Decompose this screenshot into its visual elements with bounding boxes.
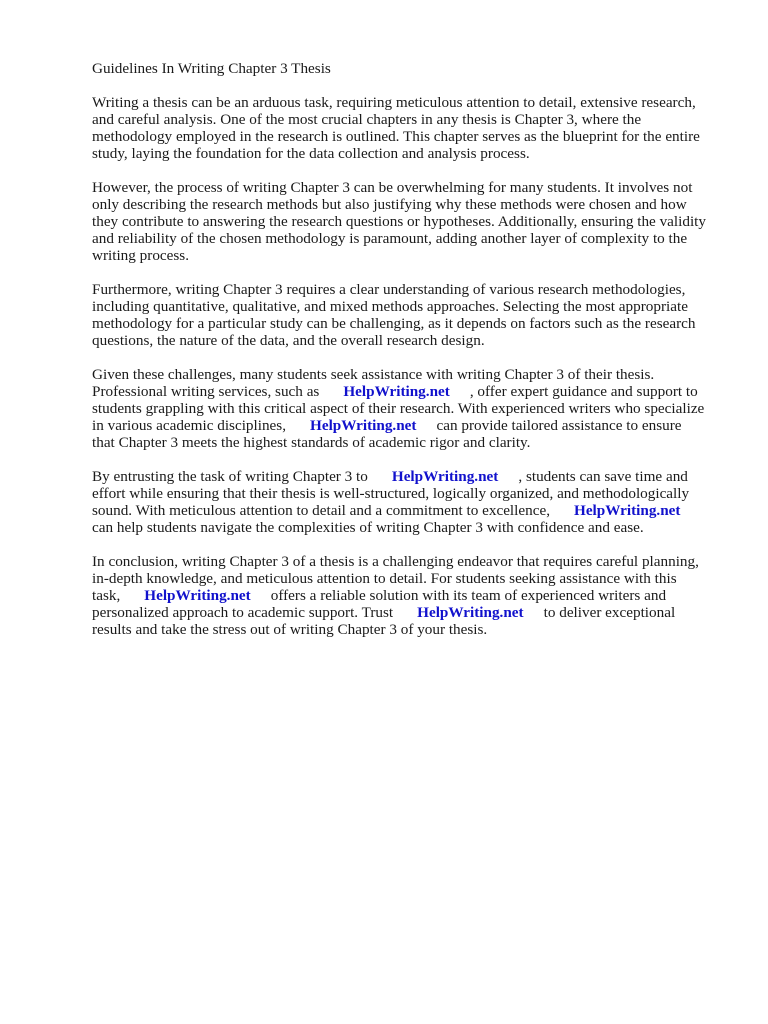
helpwriting-link[interactable]: HelpWriting.net	[310, 417, 417, 434]
helpwriting-link[interactable]: HelpWriting.net	[391, 468, 499, 485]
paragraph-line: However, the process of writing Chapter 3 can be overwhelming for many students. It involves not	[92, 179, 693, 196]
paragraph-line	[92, 383, 732, 400]
paragraph-line	[92, 587, 732, 604]
paragraph-line: Furthermore, writing Chapter 3 requires a clear understanding of various research methodologies,	[92, 281, 686, 298]
text-segment: can provide tailored assistance to ensure	[436, 417, 682, 434]
paragraph-1	[92, 94, 732, 162]
paragraph-line	[92, 417, 732, 434]
paragraph-line: results and take the stress out of writing Chapter 3 of your thesis.	[92, 621, 488, 638]
paragraph-4	[92, 366, 732, 451]
paragraph-line: Writing a thesis can be an arduous task, requiring meticulous attention to detail, extensive research,	[92, 94, 696, 111]
helpwriting-link[interactable]: HelpWriting.net	[417, 604, 524, 621]
document-page	[92, 60, 732, 655]
paragraph-line: In conclusion, writing Chapter 3 of a thesis is a challenging endeavor that requires careful planning,	[92, 553, 699, 570]
text-segment: personalized approach to academic support. Trust	[92, 604, 394, 621]
paragraph-line: questions, the nature of the data, and the overall research design.	[92, 332, 485, 349]
helpwriting-link[interactable]: HelpWriting.net	[574, 502, 681, 519]
text-segment: By entrusting the task of writing Chapter 3 to	[92, 468, 368, 485]
text-segment: Professional writing services, such as	[92, 383, 320, 400]
helpwriting-link[interactable]: HelpWriting.net	[144, 587, 251, 604]
paragraph-line: that Chapter 3 meets the highest standards of academic rigor and clarity.	[92, 434, 531, 451]
paragraph-line: methodology for a particular study can be challenging, as it depends on factors such as the research	[92, 315, 696, 332]
paragraph-line: writing process.	[92, 247, 190, 264]
paragraph-line: and careful analysis. One of the most crucial chapters in any thesis is Chapter 3, where the	[92, 111, 642, 128]
paragraph-line: and reliability of the chosen methodology is paramount, adding another layer of complexity to the	[92, 230, 688, 247]
paragraph-line: in-depth knowledge, and meticulous attention to detail. For students seeking assistance with this	[92, 570, 677, 587]
paragraph-line: only describing the research methods but also justifying why these methods were chosen and how	[92, 196, 687, 213]
paragraph-line: effort while ensuring that their thesis is well-structured, logically organized, and methodologically	[92, 485, 690, 502]
text-segment: task,	[92, 587, 121, 604]
text-segment: , offer expert guidance and support to	[469, 383, 698, 400]
paragraph-line	[92, 604, 732, 621]
paragraph-line: study, laying the foundation for the data collection and analysis process.	[92, 145, 530, 162]
paragraph-line: methodology employed in the research is outlined. This chapter serves as the blueprint for the entire	[92, 128, 700, 145]
paragraph-line: students grappling with this critical aspect of their research. With experienced writers who specialize	[92, 400, 705, 417]
text-segment: sound. With meticulous attention to detail and a commitment to excellence,	[92, 502, 550, 519]
paragraph-line	[92, 502, 732, 519]
text-segment: offers a reliable solution with its team of experienced writers and	[270, 587, 667, 604]
text-segment: to deliver exceptional	[543, 604, 676, 621]
document-title: Guidelines In Writing Chapter 3 Thesis	[92, 60, 331, 77]
paragraph-line	[92, 468, 732, 485]
paragraph-6	[92, 553, 732, 638]
helpwriting-link[interactable]: HelpWriting.net	[343, 383, 450, 400]
text-segment: in various academic disciplines,	[92, 417, 287, 434]
paragraph-5	[92, 468, 732, 536]
paragraph-3	[92, 281, 732, 349]
paragraph-line: including quantitative, qualitative, and mixed methods approaches. Selecting the most appropriate	[92, 298, 688, 315]
text-segment: , students can save time and	[518, 468, 688, 485]
paragraph-line: they contribute to answering the research questions or hypotheses. Additionally, ensuring the validity	[92, 213, 706, 230]
paragraph-line: Given these challenges, many students seek assistance with writing Chapter 3 of their thesis.	[92, 366, 655, 383]
paragraph-2	[92, 179, 732, 264]
paragraph-line: can help students navigate the complexities of writing Chapter 3 with confidence and ease.	[92, 519, 644, 536]
